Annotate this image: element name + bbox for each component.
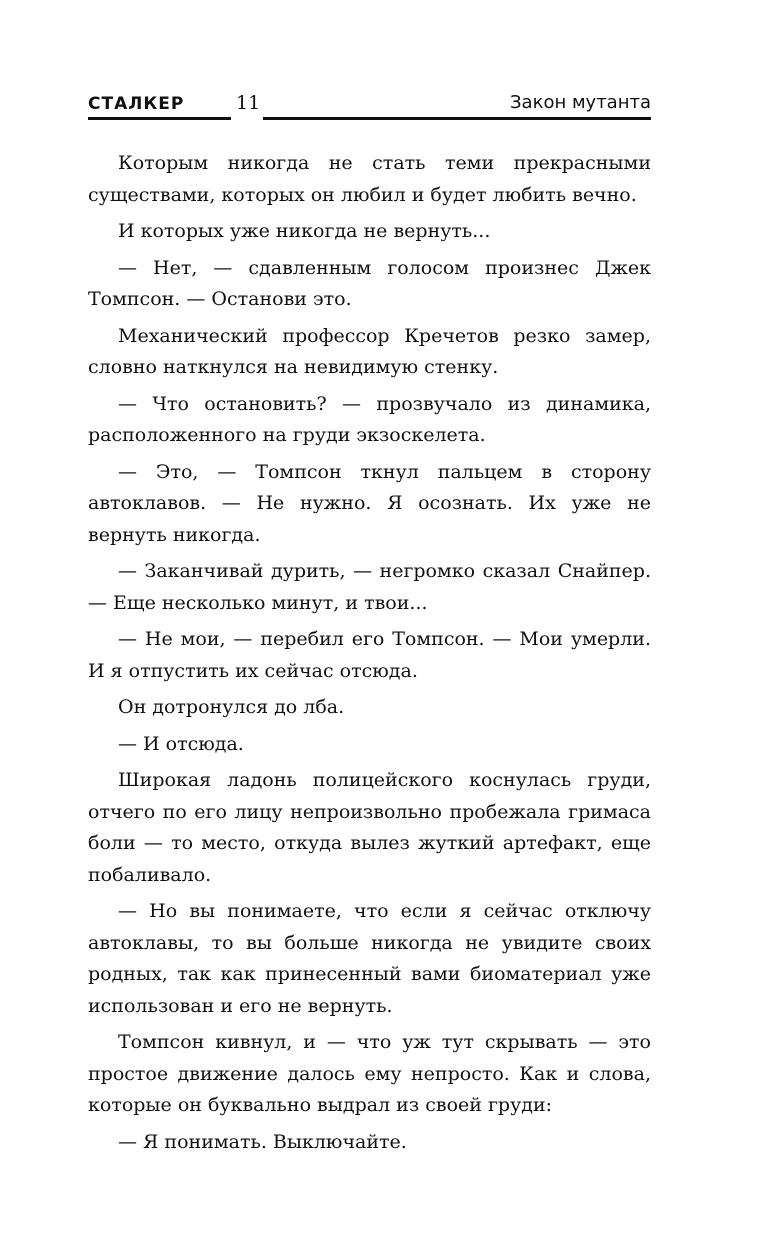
paragraph: — Что остановить? — прозвучало из динамика, расположенного на груди экзоскелета.	[88, 392, 651, 446]
paragraph: Которым никогда не стать теми прекрасными существами, которых он любил и будет любить вечно.	[88, 152, 651, 206]
paragraph: — Я понимать. Выключайте.	[118, 1130, 407, 1153]
running-header	[88, 88, 651, 124]
paragraph: Механический профессор Кречетов резко замер, словно наткнулся на невидимую стенку.	[88, 324, 651, 378]
page-number: 11	[236, 92, 261, 114]
paragraph: — Не мои, — перебил его Томпсон. — Мои умерли. И я отпустить их сейчас отсюда.	[88, 628, 651, 682]
paragraph: Томпсон кивнул, и — что уж тут скрывать — это простое движение далось ему непросто. Как и слова, которые он буквально выдрал из своей груди:	[88, 1031, 651, 1116]
paragraph: — Но вы понимаете, что если я сейчас отключу автоклавы, то вы больше никогда не увидите своих родных, так как принесенный вами биоматериал уже использован и его не вернуть.	[88, 900, 651, 1017]
series-name: СТАЛКЕР	[88, 94, 185, 114]
paragraph: — И отсюда.	[118, 732, 244, 755]
paragraph: И которых уже никогда не вернуть...	[118, 220, 491, 242]
header-rule-left	[88, 117, 231, 120]
paragraph: — Это, — Томпсон ткнул пальцем в сторону автоклавов. — Не нужно. Я осознать. Их уже не вернуть никогда.	[88, 460, 651, 546]
paragraph: Широкая ладонь полицейского коснулась груди, отчего по его лицу непроизвольно пробежала гримаса боли — то место, откуда вылез жуткий артефакт, еще побаливало.	[88, 769, 651, 886]
paragraph: Он дотронулся до лба.	[118, 696, 345, 718]
body-text	[88, 148, 651, 1163]
paragraph: — Нет, — сдавленным голосом произнес Джек Томпсон. — Останови это.	[88, 256, 651, 310]
paragraph: — Заканчивай дурить, — негромко сказал Снайпер. — Еще несколько минут, и твои...	[88, 560, 651, 614]
header-rule-right	[263, 117, 651, 120]
book-title: Закон мутанта	[510, 92, 651, 113]
